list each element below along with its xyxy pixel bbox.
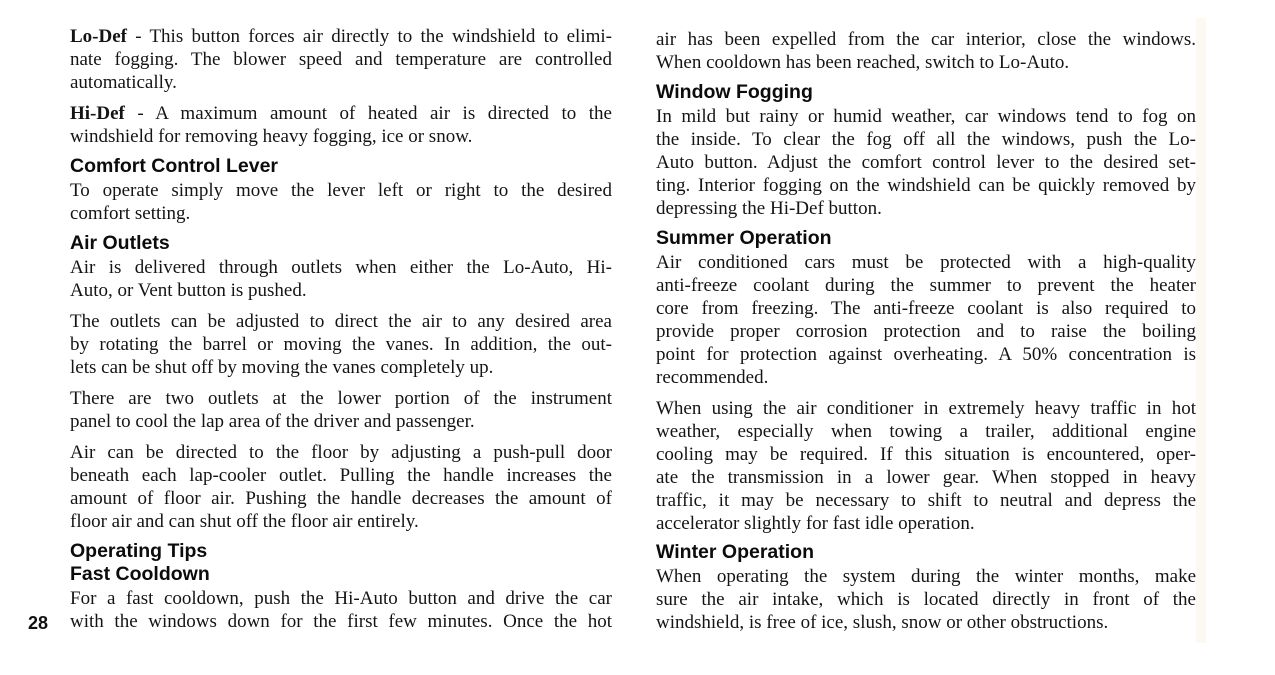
page-number: 28 [28, 613, 49, 633]
air-outlets-p2-line-2: by rotating the barrel or moving the vanes. In addition, the out- [70, 334, 612, 355]
window-fogging-line-1: In mild but rainy or humid weather, car windows tend to fog on [656, 106, 1196, 127]
summer-p1-line-5: point for protection against overheating. A 50% concentration is [656, 344, 1196, 365]
summer-p1-line-4: provide proper corrosion protection and to raise the boiling [656, 321, 1196, 342]
air-outlets-p3-line-1: There are two outlets at the lower portion of the instrument [70, 388, 612, 409]
summer-p2-line-3: cooling may be required. If this situation is encountered, oper- [656, 444, 1196, 465]
summer-p1-line-6: recommended. [656, 367, 769, 388]
air-outlets-p3-line-2: panel to cool the lap area of the driver and passenger. [70, 411, 475, 432]
window-fogging-line-2: the inside. To clear the fog off all the windows, push the Lo- [656, 129, 1196, 150]
winter-line-2: sure the air intake, which is located directly in front of the [656, 589, 1196, 610]
air-outlets-p2-line-3: lets can be shut off by moving the vanes completely up. [70, 357, 494, 378]
lo-def-line-3: automatically. [70, 72, 177, 93]
comfort-control-line-1: To operate simply move the lever left or right to the desired [70, 180, 612, 201]
lo-def-term: Lo-Def [70, 26, 127, 47]
fast-cooldown-cont-line-2: When cooldown has been reached, switch to Lo-Auto. [656, 52, 1070, 73]
air-outlets-p1-line-1: Air is delivered through outlets when either the Lo-Auto, Hi- [70, 257, 612, 278]
window-fogging-line-3: Auto button. Adjust the comfort control lever to the desired set- [656, 152, 1196, 173]
hi-def-line-2: windshield for removing heavy fogging, ice or snow. [70, 126, 473, 147]
summer-p1-line-1: Air conditioned cars must be protected with a high-quality [656, 252, 1196, 273]
winter-line-1: When operating the system during the winter months, make [656, 566, 1196, 587]
fast-cooldown-heading: Fast Cooldown [70, 563, 210, 585]
fast-cooldown-line-1: For a fast cooldown, push the Hi-Auto button and drive the car [70, 588, 612, 609]
fast-cooldown-cont-line-1: air has been expelled from the car interior, close the windows. [656, 29, 1196, 50]
summer-p2-line-1: When using the air conditioner in extremely heavy traffic in hot [656, 398, 1196, 419]
summer-p1-line-2: anti-freeze coolant during the summer to prevent the heater [656, 275, 1196, 296]
window-fogging-line-5: depressing the Hi-Def button. [656, 198, 882, 219]
lo-def-line-1 [70, 26, 612, 48]
hi-def-term: Hi-Def [70, 103, 125, 124]
hi-def-line-1 [70, 103, 612, 125]
summer-p2-line-2: weather, especially when towing a trailer, additional engine [656, 421, 1196, 442]
air-outlets-heading: Air Outlets [70, 232, 170, 254]
summer-p2-line-6: accelerator slightly for fast idle operation. [656, 513, 975, 534]
summer-p2-line-4: ate the transmission in a lower gear. When stopped in heavy [656, 467, 1196, 488]
air-outlets-p4-line-1: Air can be directed to the floor by adjusting a push-pull door [70, 442, 612, 463]
air-outlets-p2-line-1: The outlets can be adjusted to direct the air to any desired area [70, 311, 612, 332]
comfort-control-heading: Comfort Control Lever [70, 155, 279, 177]
air-outlets-p4-line-3: amount of floor air. Pushing the handle decreases the amount of [70, 488, 612, 509]
summer-p1-line-3: core from freezing. The anti-freeze coolant is also required to [656, 298, 1196, 319]
hi-def-text: - A maximum amount of heated air is directed to the [124, 103, 612, 124]
air-outlets-p4-line-4: floor air and can shut off the floor air entirely. [70, 511, 419, 532]
lo-def-line-2: nate fogging. The blower speed and temperature are controlled [70, 49, 612, 70]
air-outlets-p4-line-2: beneath each lap-cooler outlet. Pulling the handle increases the [70, 465, 612, 486]
fast-cooldown-line-2: with the windows down for the first few minutes. Once the hot [70, 611, 612, 632]
window-fogging-line-4: ting. Interior fogging on the windshield can be quickly removed by [656, 175, 1196, 196]
window-fogging-heading: Window Fogging [656, 81, 813, 103]
winter-operation-heading: Winter Operation [656, 541, 814, 563]
comfort-control-line-2: comfort setting. [70, 203, 191, 224]
page-edge-shading [1196, 18, 1206, 643]
air-outlets-p1-line-2: Auto, or Vent button is pushed. [70, 280, 307, 301]
winter-line-3: windshield, is free of ice, slush, snow or other obstructions. [656, 612, 1109, 633]
summer-operation-heading: Summer Operation [656, 227, 832, 249]
summer-p2-line-5: traffic, it may be necessary to shift to neutral and depress the [656, 490, 1196, 511]
operating-tips-heading: Operating Tips [70, 540, 208, 562]
lo-def-text: - This button forces air directly to the windshield to elimi- [126, 26, 612, 47]
